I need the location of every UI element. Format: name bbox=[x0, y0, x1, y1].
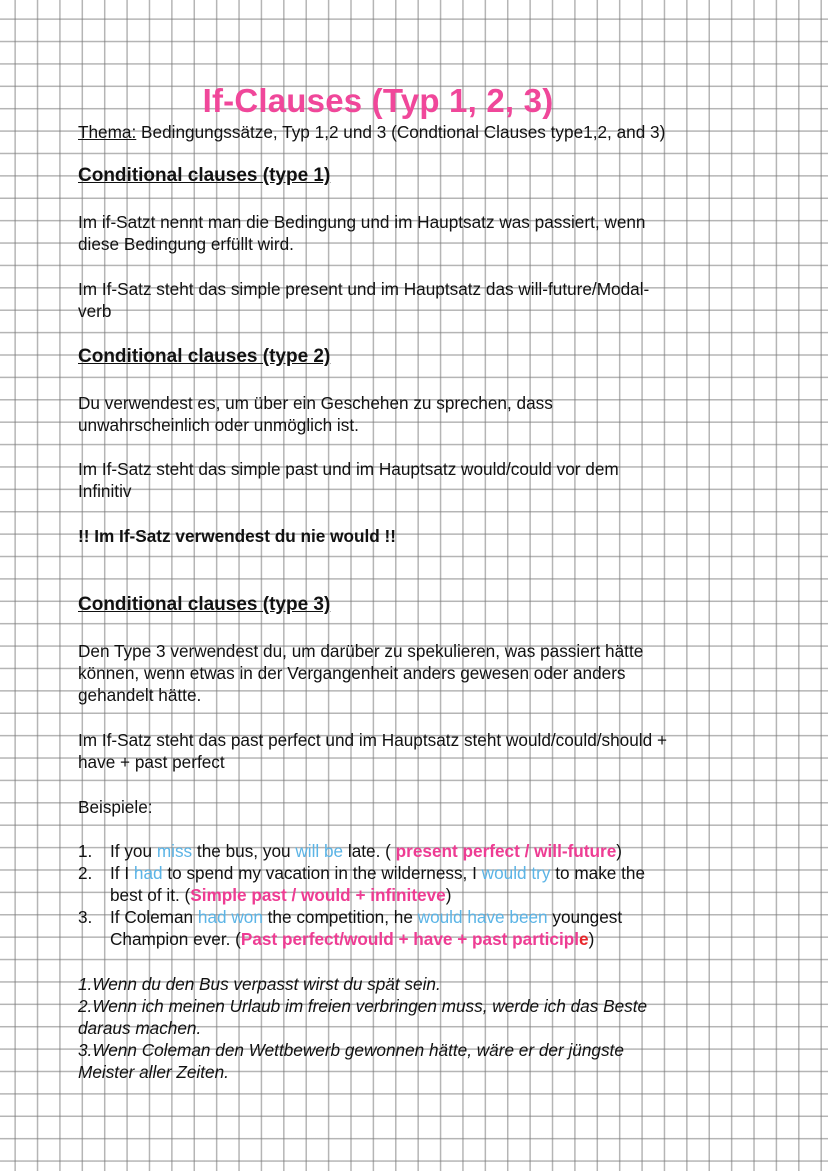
example-text: ) bbox=[588, 929, 595, 949]
example-1-number: 1. bbox=[78, 841, 93, 861]
example-text: ) bbox=[445, 885, 452, 905]
example-text: the competition, he bbox=[262, 907, 418, 927]
type3-paragraph1-line1: Den Type 3 verwendest du, um darüber zu spekulieren, was passiert hätte bbox=[78, 641, 644, 661]
example-text: the bus, you bbox=[192, 841, 296, 861]
translation-line-2: 2.Wenn ich meinen Urlaub im freien verbringen muss, werde ich das Beste bbox=[78, 996, 648, 1016]
example-text: ) bbox=[616, 841, 622, 861]
example-2-line2 bbox=[78, 884, 451, 906]
translation-line-1: 1.Wenn du den Bus verpasst wirst du spät sein. bbox=[78, 974, 441, 994]
type2-heading: Conditional clauses (type 2) bbox=[78, 346, 331, 367]
example-3-number: 3. bbox=[78, 907, 93, 927]
example-text: late. ( bbox=[343, 841, 396, 861]
type3-paragraph1-line3: gehandelt hätte. bbox=[78, 685, 202, 705]
type2-paragraph2-line1: Im If-Satz steht das simple past und im Hauptsatz would/could vor dem bbox=[78, 459, 619, 479]
type1-paragraph1-line2: diese Bedingung erfüllt wird. bbox=[78, 234, 294, 254]
examples-label: Beispiele: bbox=[78, 797, 153, 817]
type3-heading: Conditional clauses (type 3) bbox=[78, 594, 331, 615]
type1-paragraph1-line1: Im if-Satzt nennt man die Bedingung und im Hauptsatz was passiert, wenn bbox=[78, 212, 646, 232]
example-2-number: 2. bbox=[78, 863, 93, 883]
translation-line-5: Meister aller Zeiten. bbox=[78, 1062, 229, 1082]
topic-line bbox=[78, 121, 665, 143]
type3-paragraph1-line2: können, wenn etwas in der Vergangenheit anders gewesen oder anders bbox=[78, 663, 626, 683]
tense-note: Past perfect/would + have + past participl bbox=[240, 929, 580, 949]
example-text: If Coleman bbox=[110, 907, 198, 927]
example-text: to spend my vacation in the wilderness, I bbox=[162, 863, 482, 883]
topic-text: Bedingungssätze, Typ 1,2 und 3 (Condtional Clauses type1,2, and 3) bbox=[136, 122, 666, 142]
verb-main-clause: would try bbox=[481, 863, 551, 883]
example-3-line1 bbox=[78, 906, 622, 928]
verb-if-clause: had won bbox=[197, 907, 263, 927]
verb-main-clause: would have been bbox=[417, 907, 548, 927]
type1-paragraph2-line2: verb bbox=[78, 301, 112, 321]
type2-paragraph1-line1: Du verwendest es, um über ein Geschehen zu sprechen, dass bbox=[78, 393, 553, 413]
type3-paragraph2-line1: Im If-Satz steht das past perfect und im Hauptsatz steht would/could/should + bbox=[78, 730, 667, 750]
topic-label: Thema: bbox=[78, 122, 137, 142]
example-text: If you bbox=[110, 841, 157, 861]
example-3-line2 bbox=[78, 928, 594, 950]
type2-paragraph1-line2: unwahrscheinlich oder unmöglich ist. bbox=[78, 415, 359, 435]
verb-main-clause: will be bbox=[295, 841, 344, 861]
example-text: to make the bbox=[550, 863, 646, 883]
type2-paragraph2-line2: Infinitiv bbox=[78, 481, 132, 501]
example-text: If I bbox=[110, 863, 134, 883]
type3-paragraph2-line2: have + past perfect bbox=[78, 752, 225, 772]
type1-paragraph2-line1: Im If-Satz steht das simple present und im Hauptsatz das will-future/Modal- bbox=[78, 279, 650, 299]
translation-line-4: 3.Wenn Coleman den Wettbewerb gewonnen hätte, wäre er der jüngste bbox=[78, 1040, 624, 1060]
example-text: youngest bbox=[547, 907, 623, 927]
page-title: If-Clauses (Typ 1, 2, 3) bbox=[202, 82, 554, 119]
tense-note: present perfect / will-future bbox=[395, 841, 617, 861]
type2-warning: !! Im If-Satz verwendest du nie would !! bbox=[78, 526, 396, 546]
example-text: Champion ever. ( bbox=[110, 929, 241, 949]
example-1 bbox=[78, 840, 622, 862]
verb-if-clause: had bbox=[133, 863, 163, 883]
example-text: best of it. ( bbox=[110, 885, 191, 905]
type1-heading: Conditional clauses (type 1) bbox=[78, 165, 331, 186]
tense-note: Simple past / would + infiniteve bbox=[190, 885, 446, 905]
tense-note-end: e bbox=[579, 929, 589, 949]
verb-if-clause: miss bbox=[156, 841, 193, 861]
example-2-line1 bbox=[78, 862, 645, 884]
translation-line-3: daraus machen. bbox=[78, 1018, 202, 1038]
